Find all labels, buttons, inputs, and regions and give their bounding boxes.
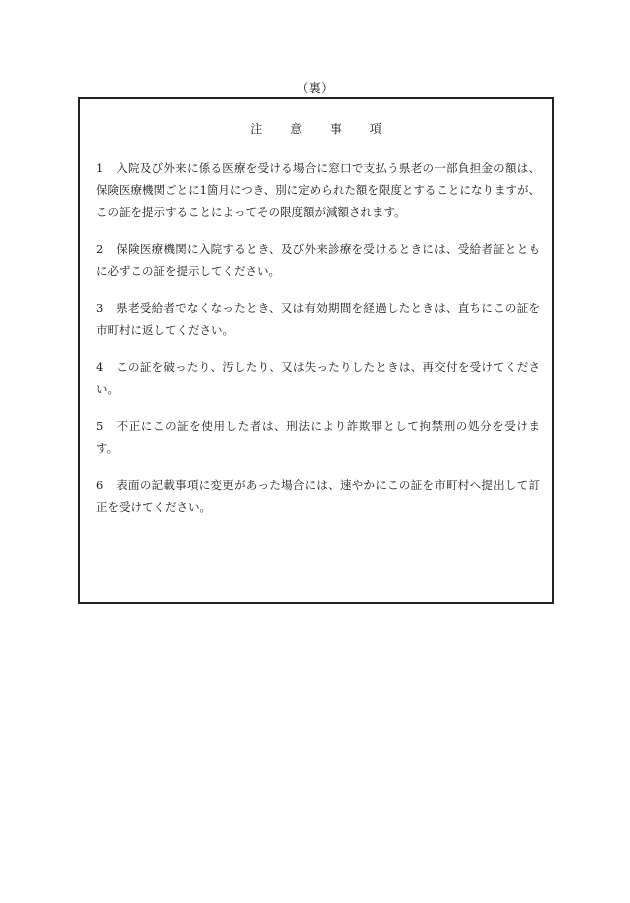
notice-item-3 <box>96 297 540 341</box>
notice-item-1 <box>96 157 540 223</box>
notice-item-4 <box>96 356 540 400</box>
notice-item-number: 3 <box>96 301 104 315</box>
notice-item-text: 保険医療機関に入院するとき、及び外来診療を受けるときには、受給者証とともに必ずこの証を提示してください。 <box>96 242 540 278</box>
notice-item-text: 入院及び外来に係る医療を受ける場合に窓口で支払う県老の一部負担金の額は、保険医療機関ごとに1箇月につき、別に定められた額を限度とすることになりますが、この証を提示することによってその限度額が減額されます。 <box>96 161 540 219</box>
notice-item-5 <box>96 415 540 459</box>
notice-item-text: 不正にこの証を使用した者は、刑法により詐欺罪として拘禁刑の処分を受けます。 <box>96 419 540 455</box>
notice-item-2 <box>96 238 540 282</box>
notice-item-number: 4 <box>96 360 104 374</box>
notice-item-number: 1 <box>96 161 104 175</box>
notice-title: 注 意 事 項 <box>250 122 394 136</box>
page-side-label: （裏） <box>296 81 334 95</box>
notice-list <box>96 157 540 533</box>
notice-item-text: 表面の記載事項に変更があった場合には、速やかにこの証を市町村へ提出して訂正を受けてください。 <box>96 478 540 514</box>
notice-box <box>78 97 554 604</box>
notice-item-text: 県老受給者でなくなったとき、又は有効期間を経過したときは、直ちにこの証を市町村に返してください。 <box>96 301 540 337</box>
notice-item-number: 5 <box>96 419 104 433</box>
notice-item-number: 2 <box>96 242 104 256</box>
notice-item-text: この証を破ったり、汚したり、又は失ったりしたときは、再交付を受けてください。 <box>96 360 540 396</box>
notice-item-6 <box>96 474 540 518</box>
notice-item-number: 6 <box>96 478 104 492</box>
